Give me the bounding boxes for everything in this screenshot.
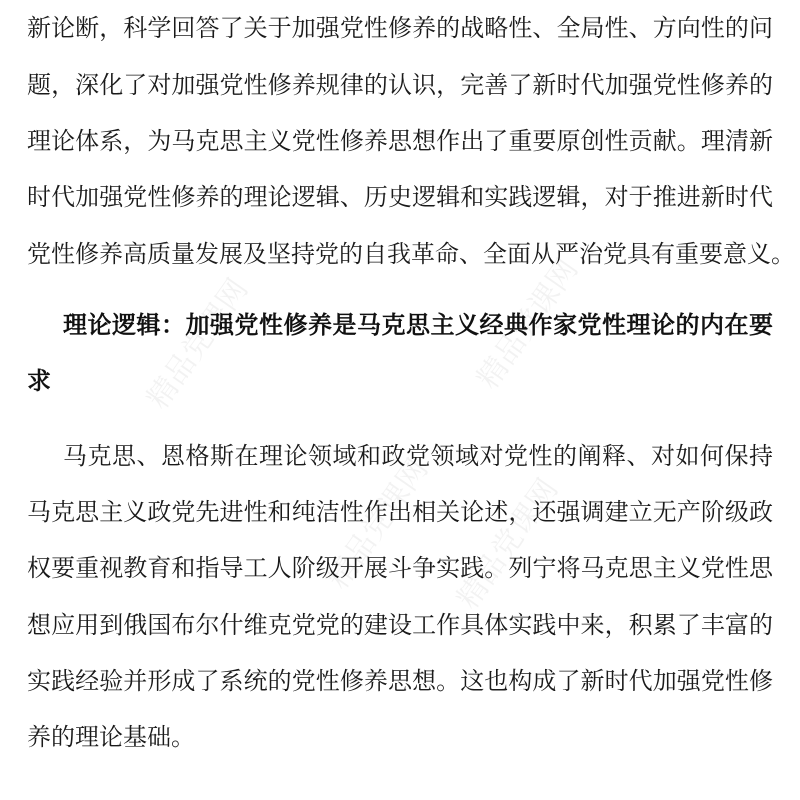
text-line: 马克思、恩格斯在理论领域和政党领域对党性的阐释、对如何保持 [63, 442, 773, 470]
text-line: 养的理论基础。 [27, 723, 195, 751]
text-line: 马克思主义政党先进性和纯洁性作出相关论述，还强调建立无产阶级政 [27, 498, 773, 526]
text-line: 想应用到俄国布尔什维克党党的建设工作具体实践中来，积累了丰富的 [27, 611, 773, 639]
text-line: 理论体系，为马克思主义党性修养思想作出了重要原创性贡献。理清新 [27, 127, 773, 155]
watermark-text: 精品党课网 [470, 252, 586, 396]
watermark-text: 精品党课网 [140, 272, 256, 416]
text-line: 权要重视教育和指导工人阶级开展斗争实践。列宁将马克思主义党性思 [27, 554, 773, 582]
heading-line: 求 [27, 367, 51, 395]
watermark-text: 精品党课网 [450, 472, 566, 616]
text-line: 实践经验并形成了系统的党性修养思想。这也构成了新时代加强党性修 [27, 667, 773, 695]
heading-line: 理论逻辑：加强党性修养是马克思主义经典作家党性理论的内在要 [63, 311, 773, 339]
text-line: 党性修养高质量发展及坚持党的自我革命、全面从严治党具有重要意义。 [27, 240, 795, 268]
text-line: 题，深化了对加强党性修养规律的认识，完善了新时代加强党性修养的 [27, 71, 773, 99]
text-line: 时代加强党性修养的理论逻辑、历史逻辑和实践逻辑，对于推进新时代 [27, 183, 773, 211]
text-line: 新论断，科学回答了关于加强党性修养的战略性、全局性、方向性的问 [27, 14, 773, 42]
watermark-text: 精品党课网 [320, 452, 436, 596]
